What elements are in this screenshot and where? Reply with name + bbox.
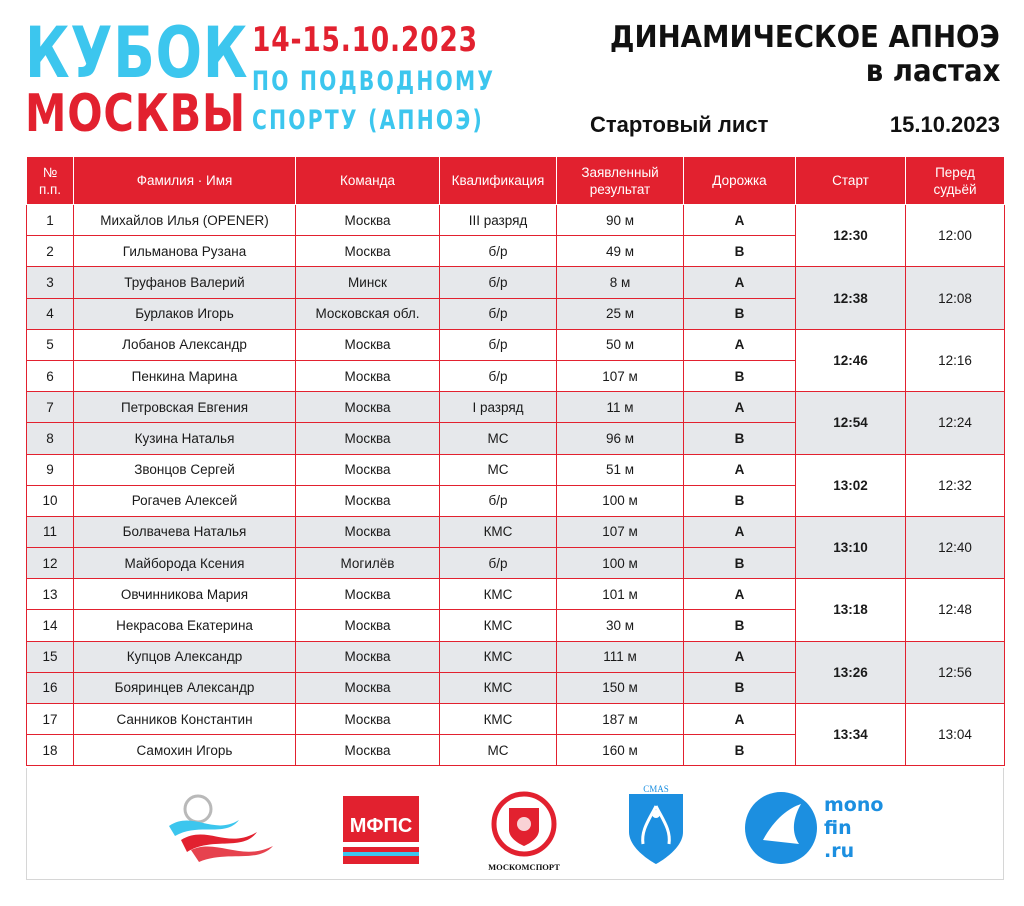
- cell-before-judge-time: 12:40: [906, 516, 1005, 578]
- cell-lane: B: [684, 298, 796, 329]
- cell-before-judge-time: 12:16: [906, 329, 1005, 391]
- start-list-date: 15.10.2023: [889, 112, 1000, 137]
- cell-lane: B: [684, 423, 796, 454]
- cell-qualification: III разряд: [440, 205, 557, 236]
- swim-federation-logo: [165, 792, 279, 866]
- cell-qualification: КМС: [440, 579, 557, 610]
- cell-before-judge-time: 13:04: [906, 704, 1005, 766]
- cell-start-time: 12:54: [796, 392, 906, 454]
- cell-team: Москва: [296, 610, 440, 641]
- cell-number: 14: [27, 610, 74, 641]
- cell-athlete-name: Рогачев Алексей: [74, 485, 296, 516]
- cell-lane: B: [684, 548, 796, 579]
- header-start: Старт: [796, 157, 906, 205]
- cell-athlete-name: Пенкина Марина: [74, 360, 296, 391]
- cell-before-judge-time: 12:24: [906, 392, 1005, 454]
- cell-declared-result: 11 м: [557, 392, 684, 423]
- cell-number: 2: [27, 236, 74, 267]
- cell-number: 7: [27, 392, 74, 423]
- cell-team: Москва: [296, 360, 440, 391]
- cell-qualification: б/р: [440, 298, 557, 329]
- header-before-judge: Перед судьёй: [906, 157, 1005, 205]
- cell-declared-result: 150 м: [557, 672, 684, 703]
- header-number: № п.п.: [27, 157, 74, 205]
- table-row: [27, 454, 1005, 485]
- cell-qualification: КМС: [440, 672, 557, 703]
- cell-qualification: МС: [440, 454, 557, 485]
- cell-lane: A: [684, 267, 796, 298]
- cell-number: 5: [27, 329, 74, 360]
- cell-lane: A: [684, 454, 796, 485]
- cell-athlete-name: Болвачева Наталья: [74, 516, 296, 547]
- cell-number: 1: [27, 205, 74, 236]
- cell-qualification: б/р: [440, 329, 557, 360]
- cell-start-time: 13:26: [796, 641, 906, 703]
- cell-qualification: КМС: [440, 516, 557, 547]
- cell-declared-result: 100 м: [557, 485, 684, 516]
- cell-number: 18: [27, 735, 74, 766]
- cell-lane: B: [684, 735, 796, 766]
- cell-declared-result: 160 м: [557, 735, 684, 766]
- cell-number: 3: [27, 267, 74, 298]
- cell-lane: A: [684, 579, 796, 610]
- cell-team: Могилёв: [296, 548, 440, 579]
- mfps-logo: [341, 794, 421, 866]
- monofin-logo: [745, 788, 884, 868]
- cell-number: 6: [27, 360, 74, 391]
- cell-declared-result: 49 м: [557, 236, 684, 267]
- cell-declared-result: 90 м: [557, 205, 684, 236]
- cell-number: 4: [27, 298, 74, 329]
- cell-athlete-name: Звонцов Сергей: [74, 454, 296, 485]
- monofin-logo-line2: fin: [824, 817, 852, 839]
- sport-subtitle-line1: ПО ПОДВОДНОМУ: [252, 66, 496, 97]
- table-row: [27, 267, 1005, 298]
- cell-lane: A: [684, 641, 796, 672]
- cell-declared-result: 51 м: [557, 454, 684, 485]
- cell-declared-result: 111 м: [557, 641, 684, 672]
- cell-lane: B: [684, 485, 796, 516]
- cell-declared-result: 187 м: [557, 704, 684, 735]
- cell-team: Москва: [296, 423, 440, 454]
- cell-number: 16: [27, 672, 74, 703]
- cell-athlete-name: Гильманова Рузана: [74, 236, 296, 267]
- cell-declared-result: 107 м: [557, 516, 684, 547]
- table-row: [27, 579, 1005, 610]
- table-row: [27, 704, 1005, 735]
- cell-athlete-name: Бояринцев Александр: [74, 672, 296, 703]
- header-lane: Дорожка: [684, 157, 796, 205]
- monofin-logo-line1: mono: [824, 794, 884, 816]
- cell-declared-result: 8 м: [557, 267, 684, 298]
- cell-number: 12: [27, 548, 74, 579]
- cell-lane: A: [684, 392, 796, 423]
- header-team: Команда: [296, 157, 440, 205]
- cell-before-judge-time: 12:32: [906, 454, 1005, 516]
- cell-athlete-name: Самохин Игорь: [74, 735, 296, 766]
- cell-start-time: 12:30: [796, 205, 906, 267]
- cell-qualification: КМС: [440, 704, 557, 735]
- cell-team: Москва: [296, 735, 440, 766]
- cmas-logo-text: CMAS: [643, 784, 669, 794]
- event-dates: 14-15.10.2023: [252, 20, 478, 60]
- cell-athlete-name: Овчинникова Мария: [74, 579, 296, 610]
- cell-qualification: б/р: [440, 548, 557, 579]
- moskomsport-logo-text: МОСКОМСПОРТ: [488, 862, 560, 872]
- header-qualification: Квалификация: [440, 157, 557, 205]
- mfps-logo-text: МФПС: [349, 815, 413, 837]
- table-row: [27, 329, 1005, 360]
- cell-start-time: 13:18: [796, 579, 906, 641]
- cell-athlete-name: Санников Константин: [74, 704, 296, 735]
- cell-team: Московская обл.: [296, 298, 440, 329]
- cell-team: Минск: [296, 267, 440, 298]
- cell-number: 10: [27, 485, 74, 516]
- cell-team: Москва: [296, 392, 440, 423]
- cell-start-time: 13:10: [796, 516, 906, 578]
- cell-declared-result: 101 м: [557, 579, 684, 610]
- cmas-logo: [621, 784, 691, 868]
- cell-number: 11: [27, 516, 74, 547]
- cell-number: 17: [27, 704, 74, 735]
- cell-team: Москва: [296, 205, 440, 236]
- sport-subtitle-line2: СПОРТУ (АПНОЭ): [252, 105, 484, 136]
- table-row: [27, 641, 1005, 672]
- cell-start-time: 13:02: [796, 454, 906, 516]
- table-row: [27, 205, 1005, 236]
- cell-number: 13: [27, 579, 74, 610]
- cell-lane: B: [684, 236, 796, 267]
- cup-title-line1: КУБОК: [25, 12, 249, 94]
- cell-qualification: МС: [440, 423, 557, 454]
- cell-lane: A: [684, 516, 796, 547]
- cell-team: Москва: [296, 329, 440, 360]
- cell-team: Москва: [296, 641, 440, 672]
- cell-athlete-name: Лобанов Александр: [74, 329, 296, 360]
- cell-athlete-name: Кузина Наталья: [74, 423, 296, 454]
- table-row: [27, 516, 1005, 547]
- cell-number: 15: [27, 641, 74, 672]
- monofin-logo-line3: .ru: [824, 840, 855, 862]
- discipline-subtitle: в ластах: [865, 54, 1000, 89]
- cell-athlete-name: Некрасова Екатерина: [74, 610, 296, 641]
- discipline-title: ДИНАМИЧЕСКОЕ АПНОЭ: [610, 20, 1000, 55]
- cell-number: 9: [27, 454, 74, 485]
- cell-athlete-name: Майборода Ксения: [74, 548, 296, 579]
- cell-declared-result: 50 м: [557, 329, 684, 360]
- cell-before-judge-time: 12:00: [906, 205, 1005, 267]
- cell-athlete-name: Михайлов Илья (OPENER): [74, 205, 296, 236]
- moskomsport-logo: [485, 790, 563, 874]
- cell-team: Москва: [296, 454, 440, 485]
- cell-qualification: б/р: [440, 267, 557, 298]
- cell-qualification: I разряд: [440, 392, 557, 423]
- cell-qualification: МС: [440, 735, 557, 766]
- cell-lane: A: [684, 704, 796, 735]
- cell-team: Москва: [296, 579, 440, 610]
- table-body: [27, 205, 1005, 766]
- cell-number: 8: [27, 423, 74, 454]
- cell-lane: A: [684, 329, 796, 360]
- start-list-table: [26, 156, 1005, 766]
- cell-before-judge-time: 12:56: [906, 641, 1005, 703]
- cell-before-judge-time: 12:08: [906, 267, 1005, 329]
- cell-lane: B: [684, 610, 796, 641]
- cell-athlete-name: Бурлаков Игорь: [74, 298, 296, 329]
- cell-team: Москва: [296, 485, 440, 516]
- cell-start-time: 13:34: [796, 704, 906, 766]
- cell-athlete-name: Купцов Александр: [74, 641, 296, 672]
- cell-declared-result: 25 м: [557, 298, 684, 329]
- cell-team: Москва: [296, 516, 440, 547]
- cell-declared-result: 96 м: [557, 423, 684, 454]
- cell-lane: A: [684, 205, 796, 236]
- cell-team: Москва: [296, 704, 440, 735]
- cup-title-line2: МОСКВЫ: [25, 84, 246, 144]
- cell-before-judge-time: 12:48: [906, 579, 1005, 641]
- cell-lane: B: [684, 360, 796, 391]
- table-header-row: [27, 157, 1005, 205]
- cell-team: Москва: [296, 236, 440, 267]
- cell-lane: B: [684, 672, 796, 703]
- cell-qualification: КМС: [440, 641, 557, 672]
- cell-declared-result: 30 м: [557, 610, 684, 641]
- cell-athlete-name: Труфанов Валерий: [74, 267, 296, 298]
- header-name: Фамилия · Имя: [74, 157, 296, 205]
- start-list-title: Стартовый лист: [590, 112, 769, 137]
- cell-qualification: КМС: [440, 610, 557, 641]
- cell-declared-result: 100 м: [557, 548, 684, 579]
- header-declared-result: Заявленный результат: [557, 157, 684, 205]
- cell-team: Москва: [296, 672, 440, 703]
- cell-qualification: б/р: [440, 360, 557, 391]
- cell-start-time: 12:38: [796, 267, 906, 329]
- table-row: [27, 392, 1005, 423]
- cell-athlete-name: Петровская Евгения: [74, 392, 296, 423]
- sponsor-logo-strip: [26, 768, 1004, 880]
- cell-start-time: 12:46: [796, 329, 906, 391]
- cell-qualification: б/р: [440, 236, 557, 267]
- cell-qualification: б/р: [440, 485, 557, 516]
- cell-declared-result: 107 м: [557, 360, 684, 391]
